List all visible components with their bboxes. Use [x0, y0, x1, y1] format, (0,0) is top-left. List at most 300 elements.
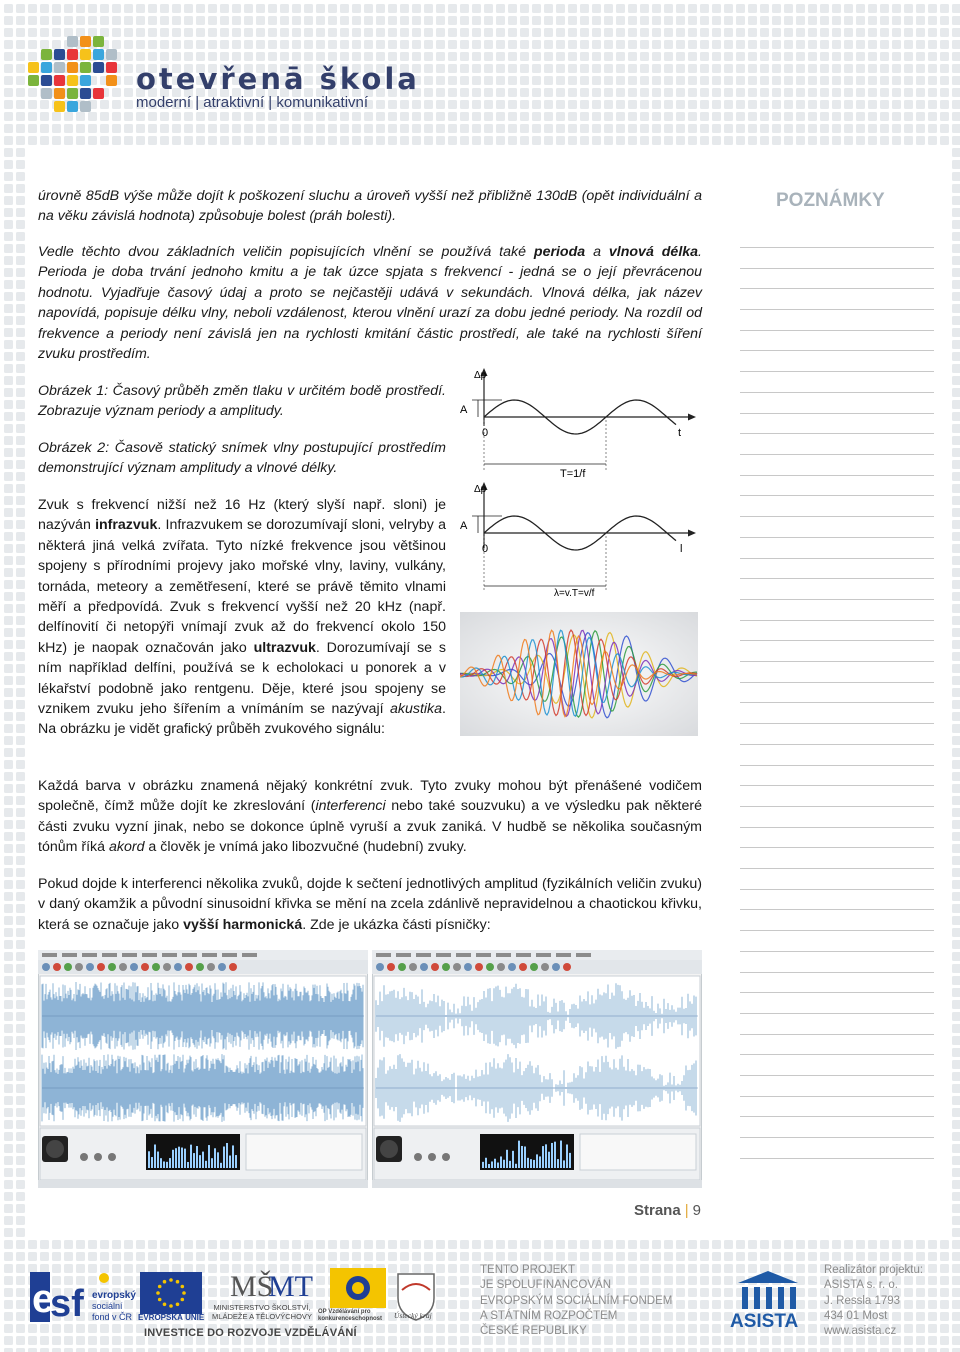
pattern-square	[532, 124, 541, 133]
pattern-square	[112, 16, 121, 25]
pattern-square	[16, 592, 25, 601]
pattern-square	[160, 124, 169, 133]
fig1-x-arrow	[688, 414, 696, 421]
pattern-square	[748, 4, 757, 13]
pattern-square	[664, 28, 673, 37]
pattern-square	[952, 304, 960, 313]
pattern-square	[772, 64, 781, 73]
pattern-square	[676, 64, 685, 73]
pattern-square	[568, 1240, 577, 1249]
pattern-square	[196, 52, 205, 61]
pattern-square	[664, 16, 673, 25]
pattern-square	[292, 16, 301, 25]
pattern-square	[616, 28, 625, 37]
editor-spectrum-bar	[226, 1143, 228, 1168]
pattern-square	[604, 76, 613, 85]
pattern-square	[508, 28, 517, 37]
pattern-square	[628, 124, 637, 133]
logo-square	[41, 62, 52, 73]
pattern-square	[16, 388, 25, 397]
pattern-square	[208, 136, 217, 145]
logo-square	[106, 75, 117, 86]
pattern-square	[208, 4, 217, 13]
pattern-square	[292, 1240, 301, 1249]
pattern-square	[448, 136, 457, 145]
pattern-square	[328, 16, 337, 25]
asista-column-2	[754, 1287, 760, 1309]
editor-spectrum-bar	[214, 1148, 216, 1168]
pattern-square	[688, 76, 697, 85]
pattern-square	[4, 916, 13, 925]
pattern-square	[460, 112, 469, 121]
pattern-square	[880, 40, 889, 49]
pattern-square	[364, 4, 373, 13]
pattern-square	[844, 124, 853, 133]
note-line	[740, 454, 934, 455]
pattern-square	[4, 196, 13, 205]
pattern-square	[952, 220, 960, 229]
pattern-square	[364, 124, 373, 133]
pattern-square	[196, 16, 205, 25]
editor-tool-icon	[409, 963, 417, 971]
pattern-square	[748, 76, 757, 85]
pattern-square	[604, 112, 613, 121]
pattern-square	[316, 40, 325, 49]
editor-spectrum-bar	[199, 1155, 201, 1168]
pattern-square	[556, 88, 565, 97]
pattern-square	[604, 100, 613, 109]
pattern-square	[160, 40, 169, 49]
pattern-square	[88, 4, 97, 13]
pattern-square	[952, 892, 960, 901]
pattern-square	[184, 124, 193, 133]
pattern-square	[748, 1240, 757, 1249]
pattern-square	[136, 28, 145, 37]
pattern-square	[952, 1108, 960, 1117]
pattern-square	[268, 136, 277, 145]
pattern-square	[952, 928, 960, 937]
pattern-square	[136, 40, 145, 49]
pattern-square	[328, 28, 337, 37]
pattern-square	[4, 124, 13, 133]
footer-text-line: Realizátor projektu:	[824, 1264, 924, 1276]
footer-text-line: EVROPSKÝM SOCIÁLNÍM FONDEM	[480, 1294, 673, 1307]
pattern-square	[952, 844, 960, 853]
pattern-square	[808, 136, 817, 145]
pattern-square	[400, 136, 409, 145]
editor-spectrum-bar	[563, 1160, 565, 1168]
pattern-square	[664, 112, 673, 121]
pattern-square	[4, 808, 13, 817]
pattern-square	[952, 196, 960, 205]
msmt-label: MINISTERSTVO ŠKOLSTVÍ, MLÁDEŽE A TĚLOVÝCHOVY	[212, 1303, 312, 1321]
pattern-square	[232, 52, 241, 61]
pattern-square	[292, 124, 301, 133]
pattern-square	[88, 136, 97, 145]
pattern-square	[136, 124, 145, 133]
logo-square	[93, 88, 104, 99]
pattern-square	[544, 88, 553, 97]
pattern-square	[16, 544, 25, 553]
pattern-square	[688, 112, 697, 121]
pattern-square	[916, 16, 925, 25]
pattern-square	[16, 628, 25, 637]
pattern-square	[316, 16, 325, 25]
pattern-square	[364, 16, 373, 25]
pattern-square	[460, 136, 469, 145]
editor-spectrum-bar	[217, 1152, 219, 1168]
pattern-square	[340, 16, 349, 25]
pattern-square	[664, 88, 673, 97]
pattern-square	[16, 532, 25, 541]
pattern-square	[952, 100, 960, 109]
pattern-square	[820, 28, 829, 37]
pattern-square	[868, 76, 877, 85]
pattern-square	[640, 136, 649, 145]
logo-square	[41, 88, 52, 99]
pattern-square	[232, 1240, 241, 1249]
pattern-square	[316, 28, 325, 37]
pattern-square	[448, 16, 457, 25]
pattern-square	[616, 88, 625, 97]
pattern-square	[520, 124, 529, 133]
pattern-square	[796, 100, 805, 109]
pattern-square	[16, 1096, 25, 1105]
pattern-square	[28, 136, 37, 145]
eu-star	[181, 1285, 185, 1289]
pattern-square	[628, 40, 637, 49]
editor-tool-icon	[453, 963, 461, 971]
pattern-square	[652, 136, 661, 145]
pattern-square	[16, 988, 25, 997]
pattern-square	[220, 40, 229, 49]
pattern-square	[340, 4, 349, 13]
pattern-square	[880, 124, 889, 133]
pattern-square	[568, 124, 577, 133]
pattern-square	[868, 4, 877, 13]
pattern-square	[304, 52, 313, 61]
pattern-square	[712, 52, 721, 61]
pattern-square	[328, 124, 337, 133]
pattern-square	[628, 1240, 637, 1249]
pattern-square	[928, 40, 937, 49]
pattern-square	[448, 100, 457, 109]
pattern-square	[460, 40, 469, 49]
logo-square	[106, 62, 117, 73]
pattern-square	[172, 112, 181, 121]
pattern-square	[148, 124, 157, 133]
pattern-square	[4, 1180, 13, 1189]
pattern-square	[712, 76, 721, 85]
pattern-square	[4, 640, 13, 649]
editor-spectrum-bar	[485, 1158, 487, 1168]
pattern-square	[16, 316, 25, 325]
pattern-square	[400, 40, 409, 49]
pattern-square	[16, 976, 25, 985]
pattern-square	[16, 808, 25, 817]
pattern-square	[676, 112, 685, 121]
pattern-square	[700, 40, 709, 49]
pattern-square	[520, 40, 529, 49]
asista-column-5	[790, 1287, 796, 1309]
pattern-square	[16, 436, 25, 445]
pattern-square	[760, 76, 769, 85]
pattern-square	[208, 28, 217, 37]
pattern-square	[472, 100, 481, 109]
pattern-square	[100, 124, 109, 133]
pattern-square	[424, 88, 433, 97]
pattern-square	[856, 112, 865, 121]
pattern-square	[952, 28, 960, 37]
pattern-square	[544, 124, 553, 133]
pattern-square	[652, 76, 661, 85]
pattern-square	[520, 88, 529, 97]
pattern-square	[940, 88, 949, 97]
pattern-square	[4, 148, 13, 157]
pattern-square	[472, 40, 481, 49]
editor-tool-icon	[163, 963, 171, 971]
pattern-square	[256, 124, 265, 133]
pattern-square	[844, 100, 853, 109]
editor-spectrum-bar	[202, 1152, 204, 1168]
pattern-square	[616, 52, 625, 61]
pattern-square	[4, 472, 13, 481]
pattern-square	[556, 136, 565, 145]
pattern-square	[880, 4, 889, 13]
pattern-square	[712, 28, 721, 37]
pattern-square	[952, 328, 960, 337]
pattern-square	[748, 64, 757, 73]
pattern-square	[568, 28, 577, 37]
pattern-square	[532, 76, 541, 85]
note-line	[740, 1075, 934, 1076]
p4-text-e: a člověk je vnímá jako libozvučné (hudební) zvuky.	[144, 839, 467, 856]
pattern-square	[400, 52, 409, 61]
pattern-square	[412, 136, 421, 145]
pattern-square	[832, 88, 841, 97]
editor-spectrum-bar	[512, 1151, 514, 1168]
pattern-square	[16, 124, 25, 133]
editor-menu-item	[516, 953, 531, 957]
editor-tool-icon	[229, 963, 237, 971]
pattern-square	[892, 136, 901, 145]
pattern-square	[508, 136, 517, 145]
pattern-square	[148, 136, 157, 145]
pattern-square	[940, 100, 949, 109]
p2-term-perioda: perioda	[533, 244, 586, 260]
pattern-square	[4, 64, 13, 73]
pattern-square	[952, 292, 960, 301]
pattern-square	[664, 100, 673, 109]
pattern-square	[532, 28, 541, 37]
pattern-square	[64, 1240, 73, 1249]
pattern-square	[124, 136, 133, 145]
pattern-square	[544, 52, 553, 61]
pattern-square	[16, 448, 25, 457]
eu-star	[163, 1280, 167, 1284]
pattern-square	[436, 76, 445, 85]
pattern-square	[592, 52, 601, 61]
pattern-square	[292, 40, 301, 49]
pattern-square	[4, 736, 13, 745]
pattern-square	[808, 16, 817, 25]
pattern-square	[4, 352, 13, 361]
pattern-square	[508, 1240, 517, 1249]
pattern-square	[4, 100, 13, 109]
pattern-square	[784, 100, 793, 109]
pattern-square	[268, 4, 277, 13]
pattern-square	[4, 1024, 13, 1033]
pattern-square	[904, 52, 913, 61]
pattern-square	[844, 1240, 853, 1249]
pattern-square	[856, 124, 865, 133]
pattern-square	[952, 52, 960, 61]
pattern-square	[148, 4, 157, 13]
pattern-square	[952, 364, 960, 373]
pattern-square	[952, 1228, 960, 1237]
pattern-square	[4, 940, 13, 949]
pattern-square	[4, 340, 13, 349]
pattern-square	[592, 4, 601, 13]
figure-2-spatial-waveform	[458, 478, 698, 602]
pattern-square	[844, 88, 853, 97]
pattern-square	[472, 52, 481, 61]
pattern-square	[340, 28, 349, 37]
pattern-square	[4, 664, 13, 673]
note-line	[740, 827, 934, 828]
pattern-square	[652, 40, 661, 49]
note-line	[740, 578, 934, 579]
editor-spectrum-bar	[521, 1146, 523, 1168]
pattern-square	[4, 904, 13, 913]
pattern-square	[16, 508, 25, 517]
pattern-square	[412, 100, 421, 109]
pattern-square	[952, 1180, 960, 1189]
pattern-square	[952, 40, 960, 49]
pattern-square	[844, 64, 853, 73]
pattern-square	[16, 952, 25, 961]
pattern-square	[4, 1204, 13, 1213]
pattern-square	[904, 112, 913, 121]
note-line	[740, 475, 934, 476]
pattern-square	[100, 1240, 109, 1249]
pattern-square	[544, 100, 553, 109]
fig2-origin-label: 0	[482, 543, 489, 555]
pattern-square	[916, 1240, 925, 1249]
pattern-square	[568, 76, 577, 85]
pattern-square	[952, 16, 960, 25]
pattern-square	[220, 136, 229, 145]
op-vk-label: OP Vzdělávání pro konkurenceschopnost	[318, 1309, 383, 1322]
pattern-square	[16, 820, 25, 829]
pattern-square	[784, 88, 793, 97]
pattern-square	[940, 52, 949, 61]
note-line	[740, 682, 934, 683]
pattern-square	[328, 136, 337, 145]
pattern-square	[772, 40, 781, 49]
pattern-square	[4, 688, 13, 697]
pattern-square	[676, 76, 685, 85]
editor-menu-item	[62, 953, 77, 957]
pattern-square	[616, 64, 625, 73]
ustecky-kraj-logo	[392, 1268, 440, 1322]
editor-tool-icon	[519, 963, 527, 971]
pattern-square	[532, 100, 541, 109]
pattern-square	[424, 64, 433, 73]
pattern-square	[640, 1240, 649, 1249]
editor-disc-circle	[380, 1140, 398, 1158]
pattern-square	[4, 208, 13, 217]
pattern-square	[16, 880, 25, 889]
pattern-square	[136, 52, 145, 61]
pattern-square	[952, 64, 960, 73]
pattern-square	[928, 136, 937, 145]
pattern-square	[592, 76, 601, 85]
pattern-square	[304, 4, 313, 13]
editor-menu-item	[456, 953, 471, 957]
pattern-square	[568, 40, 577, 49]
pattern-square	[952, 76, 960, 85]
pattern-square	[4, 1216, 13, 1225]
p5-text-c: . Zde je ukázka části písničky:	[302, 916, 491, 933]
pattern-square	[748, 40, 757, 49]
op-vk-graphic	[330, 1268, 386, 1308]
pattern-square	[952, 580, 960, 589]
pattern-square	[880, 100, 889, 109]
p4-text-a: Každá barva v obrázku znamená nějaký konkrétní zvuk. Tyto zvuky mohou být přenášené vodičem společně, čímž může dojít ke zkreslování (	[38, 778, 702, 815]
pattern-square	[16, 1000, 25, 1009]
pattern-square	[4, 1012, 13, 1021]
pattern-square	[124, 88, 133, 97]
pattern-square	[16, 328, 25, 337]
pattern-square	[424, 124, 433, 133]
pattern-square	[808, 40, 817, 49]
pattern-square	[580, 100, 589, 109]
pattern-square	[124, 124, 133, 133]
pattern-square	[700, 76, 709, 85]
note-line	[740, 1054, 934, 1055]
pattern-square	[16, 928, 25, 937]
pattern-square	[388, 40, 397, 49]
pattern-square	[652, 16, 661, 25]
pattern-square	[952, 1120, 960, 1129]
pattern-square	[352, 1240, 361, 1249]
pattern-square	[16, 64, 25, 73]
pattern-square	[592, 1240, 601, 1249]
pattern-square	[4, 268, 13, 277]
pattern-square	[16, 412, 25, 421]
pattern-square	[4, 496, 13, 505]
pattern-square	[700, 100, 709, 109]
pattern-square	[952, 700, 960, 709]
pattern-square	[568, 88, 577, 97]
fig2-y-label: Δp	[474, 484, 487, 495]
pattern-square	[820, 16, 829, 25]
pattern-square	[772, 124, 781, 133]
pattern-square	[784, 40, 793, 49]
pattern-square	[448, 76, 457, 85]
pattern-square	[16, 16, 25, 25]
pattern-square	[4, 1072, 13, 1081]
pattern-square	[604, 88, 613, 97]
logo-square	[54, 49, 65, 60]
pattern-square	[4, 52, 13, 61]
pattern-square	[952, 820, 960, 829]
pattern-square	[520, 136, 529, 145]
editor-knob	[428, 1153, 436, 1161]
pattern-square	[556, 100, 565, 109]
pattern-square	[952, 1096, 960, 1105]
